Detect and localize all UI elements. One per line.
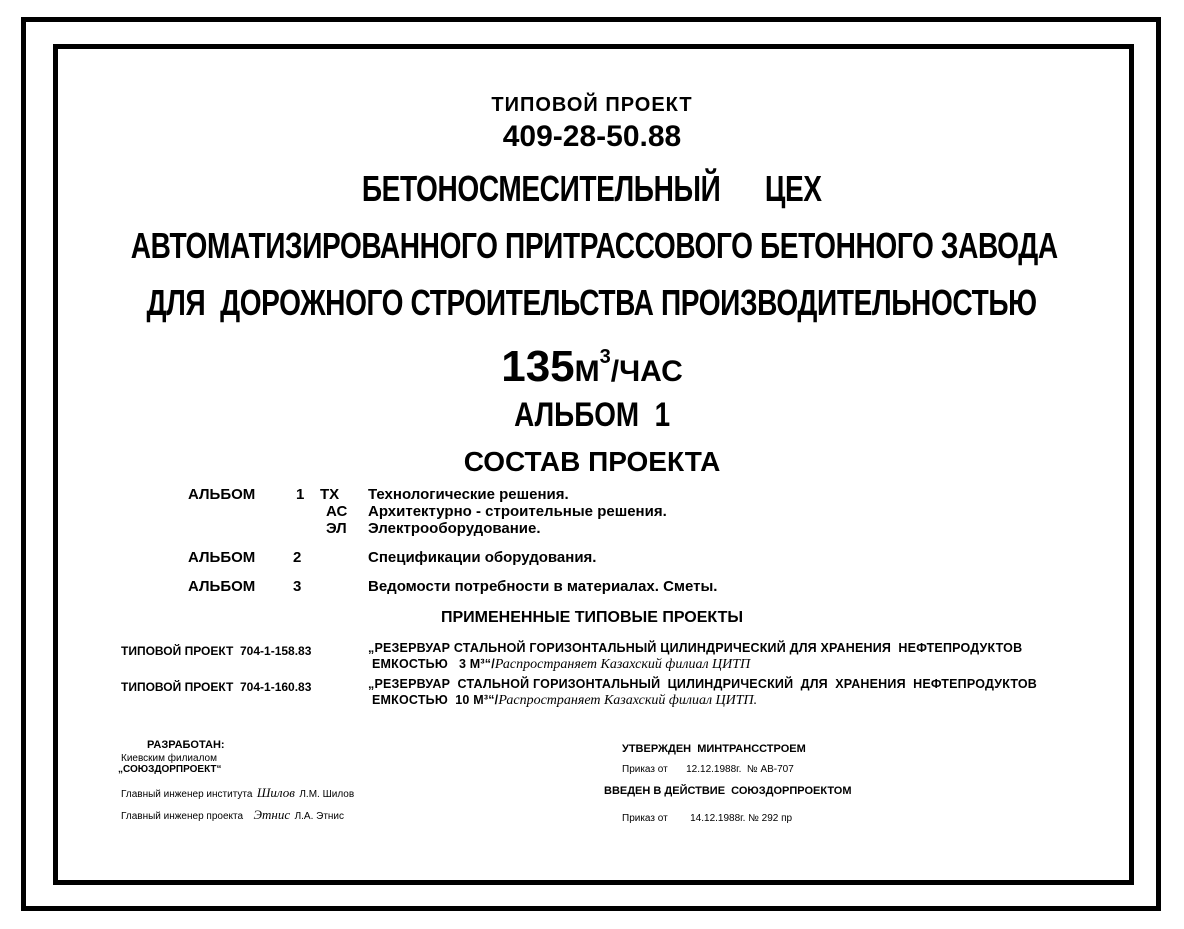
album-number: 1 <box>296 486 305 503</box>
title-line-2 <box>0 225 1184 267</box>
developer-org2: „СОЮЗДОРПРОЕКТ“ <box>118 764 222 775</box>
capacity-unit-rest: /ЧАС <box>610 355 683 388</box>
order1-value: 12.12.1988г. № АВ-707 <box>686 764 794 775</box>
album-code: ЭЛ <box>326 520 347 537</box>
order1-label: Приказ от <box>622 764 668 775</box>
applied-desc-line2 <box>372 691 757 709</box>
capacity <box>0 342 1184 392</box>
developer-org1: Киевским филиалом <box>121 753 217 764</box>
title-line-1-text: БЕТОНОСМЕСИТЕЛЬНЫЙ ЦЕХ <box>362 168 822 209</box>
album-desc: Архитектурно - строительные решения. <box>368 503 667 520</box>
applied-desc-hand: Распространяет Казахский филиал ЦИТП <box>494 657 751 672</box>
chief-project-label: Главный инженер проекта <box>121 811 244 822</box>
chief-institute-signature: Шилов <box>256 785 295 800</box>
applied-ref: ТИПОВОЙ ПРОЕКТ 704-1-158.83 <box>121 644 312 658</box>
enacted-by: ВВЕДЕН В ДЕЙСТВИЕ СОЮЗДОРПРОЕКТОМ <box>604 785 852 797</box>
album-desc: Электрооборудование. <box>368 520 541 537</box>
applied-ref: ТИПОВОЙ ПРОЕКТ 704-1-160.83 <box>121 680 312 694</box>
album-desc: Технологические решения. <box>368 486 569 503</box>
title-line-1 <box>0 168 1184 210</box>
album-title <box>0 396 1184 435</box>
applied-desc-line1: „РЕЗЕРВУАР СТАЛЬНОЙ ГОРИЗОНТАЛЬНЫЙ ЦИЛИНДРИЧЕСКИЙ ДЛЯ ХРАНЕНИЯ НЕФТЕПРОДУКТОВ <box>368 641 1023 655</box>
title-line-3-text: ДЛЯ ДОРОЖНОГО СТРОИТЕЛЬСТВА ПРОИЗВОДИТЕЛЬНОСТЬЮ <box>146 282 1038 323</box>
applied-desc-print: ЕМКОСТЬЮ 10 М³“/ <box>372 693 499 707</box>
order1-row <box>622 759 794 777</box>
album-number: 2 <box>293 549 302 566</box>
order2-row <box>622 808 792 826</box>
album-title-text: АЛЬБОМ 1 <box>513 396 671 434</box>
title-line-3 <box>0 282 1184 324</box>
composition-heading: СОСТАВ ПРОЕКТА <box>463 446 721 477</box>
chief-project-name: Л.А. Этнис <box>294 811 345 822</box>
title-line-2-text: АВТОМАТИЗИРОВАННОГО ПРИТРАССОВОГО БЕТОННОГО ЗАВОДА <box>130 225 1058 266</box>
album-code: ТХ <box>320 486 340 503</box>
album-desc: Ведомости потребности в материалах. Сметы. <box>368 578 718 595</box>
applied-desc-hand: Распространяет Казахский филиал ЦИТП. <box>498 693 758 708</box>
chief-institute-name: Л.М. Шилов <box>299 789 355 800</box>
applied-desc-line2 <box>372 655 750 673</box>
album-label: АЛЬБОМ <box>188 486 256 503</box>
developer-heading: РАЗРАБОТАН: <box>147 739 225 751</box>
chief-institute-label: Главный инженер института <box>121 789 253 800</box>
album-desc: Спецификации оборудования. <box>368 549 597 566</box>
approved-by: УТВЕРЖДЕН МИНТРАНССТРОЕМ <box>622 743 806 755</box>
header-type: ТИПОВОЙ ПРОЕКТ <box>491 94 693 116</box>
applied-desc-line1: „РЕЗЕРВУАР СТАЛЬНОЙ ГОРИЗОНТАЛЬНЫЙ ЦИЛИНДРИЧЕСКИЙ ДЛЯ ХРАНЕНИЯ НЕФТЕПРОДУКТОВ <box>368 677 1038 691</box>
order2-label: Приказ от <box>622 813 668 824</box>
album-number: 3 <box>293 578 302 595</box>
capacity-unit-m: М <box>574 355 600 388</box>
album-code: АС <box>326 503 348 520</box>
album-label: АЛЬБОМ <box>188 578 256 595</box>
capacity-number: 135 <box>501 342 575 391</box>
order2-value: 14.12.1988г. № 292 пр <box>690 813 793 824</box>
album-label: АЛЬБОМ <box>188 549 256 566</box>
capacity-exponent: 3 <box>599 346 611 368</box>
chief-project-signature: Этнис <box>253 807 291 822</box>
applied-heading: ПРИМЕНЕННЫЕ ТИПОВЫЕ ПРОЕКТЫ <box>440 609 744 626</box>
chief-institute-row <box>121 784 354 802</box>
applied-desc-print: ЕМКОСТЬЮ 3 М³“/ <box>372 657 495 671</box>
project-number: 409-28-50.88 <box>502 120 682 153</box>
chief-project-row <box>121 806 344 824</box>
